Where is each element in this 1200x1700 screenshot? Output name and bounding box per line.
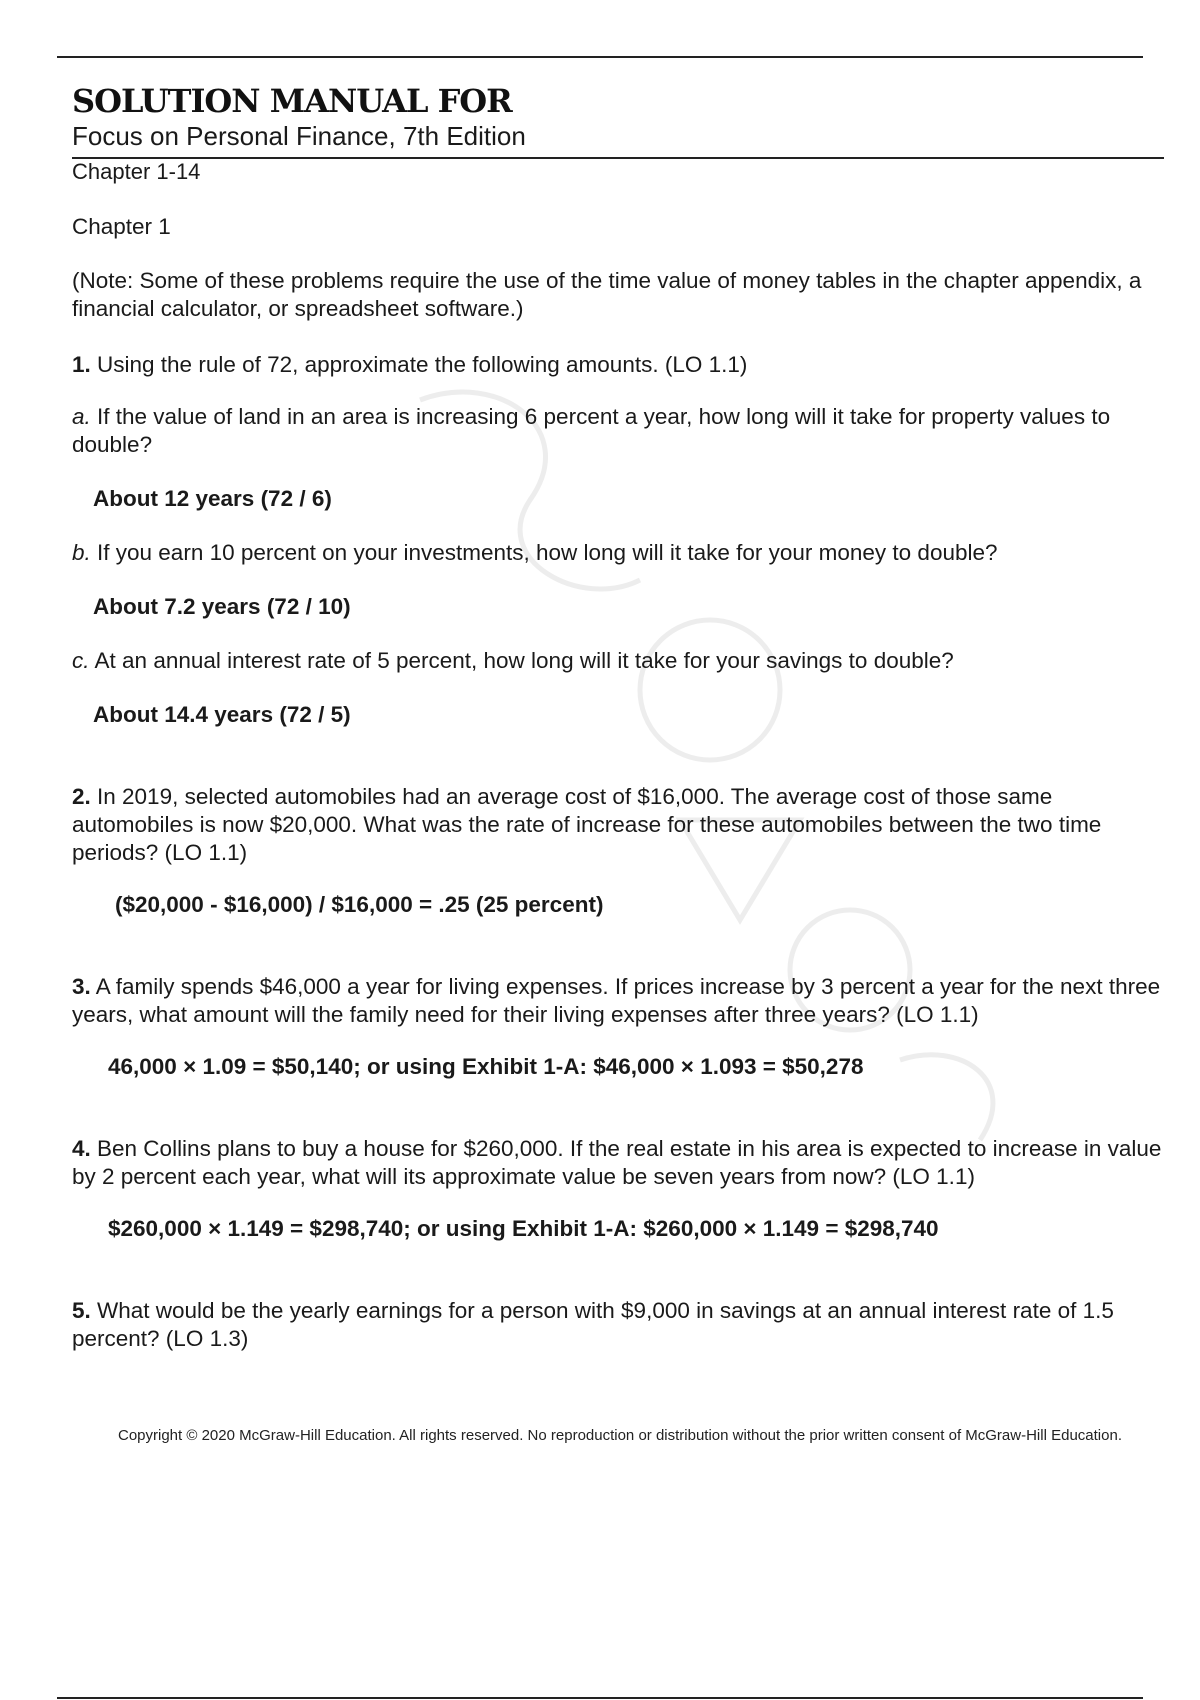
question-1b [72, 539, 1162, 567]
question-number: 3. [72, 974, 91, 999]
question-number: 5. [72, 1298, 91, 1323]
question-3 [72, 973, 1162, 1029]
question-number: 1. [72, 352, 91, 377]
question-text: A family spends $46,000 a year for living expenses. If prices increase by 3 percent a year for the next three years, what amount will the family need for their living expenses after three years? (LO 1.1) [72, 974, 1161, 1027]
sub-text: If you earn 10 percent on your investments, how long will it take for your money to double? [90, 540, 998, 565]
question-5 [72, 1297, 1162, 1353]
note-paragraph: (Note: Some of these problems require the use of the time value of money tables in the chapter appendix, a financial calculator, or spreadsheet software.) [72, 268, 1142, 321]
answer-3: 46,000 × 1.09 = $50,140; or using Exhibit 1-A: $46,000 × 1.093 = $50,278 [108, 1054, 864, 1079]
sub-letter: c. [72, 648, 90, 673]
question-1a [72, 403, 1162, 459]
answer-1a: About 12 years (72 / 6) [93, 486, 332, 511]
book-title: Focus on Personal Finance, 7th Edition [72, 121, 526, 151]
document-body [72, 213, 1162, 1377]
sub-text: At an annual interest rate of 5 percent, how long will it take for your savings to double? [89, 648, 954, 673]
question-4 [72, 1135, 1162, 1191]
answer-1c: About 14.4 years (72 / 5) [93, 702, 351, 727]
top-rule [57, 56, 1143, 58]
question-text: Ben Collins plans to buy a house for $260,000. If the real estate in his area is expected to increase in value by 2 percent each year, what will its approximate value be seven years from now? (LO 1.1) [72, 1136, 1162, 1189]
brand-heading: SOLUTION MANUAL FOR [72, 82, 512, 120]
answer-2: ($20,000 - $16,000) / $16,000 = .25 (25 percent) [115, 892, 604, 917]
answer-4: $260,000 × 1.149 = $298,740; or using Exhibit 1-A: $260,000 × 1.149 = $298,740 [108, 1216, 939, 1241]
answer-1b: About 7.2 years (72 / 10) [93, 594, 351, 619]
question-1 [72, 351, 1162, 379]
sub-text: If the value of land in an area is increasing 6 percent a year, how long will it take for property values to double? [72, 404, 1111, 457]
question-text: Using the rule of 72, approximate the following amounts. (LO 1.1) [90, 352, 748, 377]
question-number: 2. [72, 784, 91, 809]
question-1c [72, 647, 1162, 675]
question-text: What would be the yearly earnings for a person with $9,000 in savings at an annual interest rate of 1.5 percent? (LO 1.3) [72, 1298, 1114, 1351]
chapter-range: Chapter 1-14 [72, 159, 201, 184]
chapter-heading: Chapter 1 [72, 214, 171, 239]
sub-letter: a. [72, 404, 91, 429]
copyright-footer: Copyright © 2020 McGraw-Hill Education. All rights reserved. No reproduction or distribution without the prior written consent of McGraw-Hill Education. [118, 1427, 1122, 1444]
question-text: In 2019, selected automobiles had an average cost of $16,000. The average cost of those same automobiles is now $20,000. What was the rate of increase for these automobiles between the two time periods? (LO 1.1) [72, 784, 1102, 865]
question-number: 4. [72, 1136, 91, 1161]
question-2 [72, 783, 1162, 867]
bottom-rule [57, 1697, 1143, 1699]
sub-letter: b. [72, 540, 91, 565]
title-rule [72, 157, 1164, 159]
